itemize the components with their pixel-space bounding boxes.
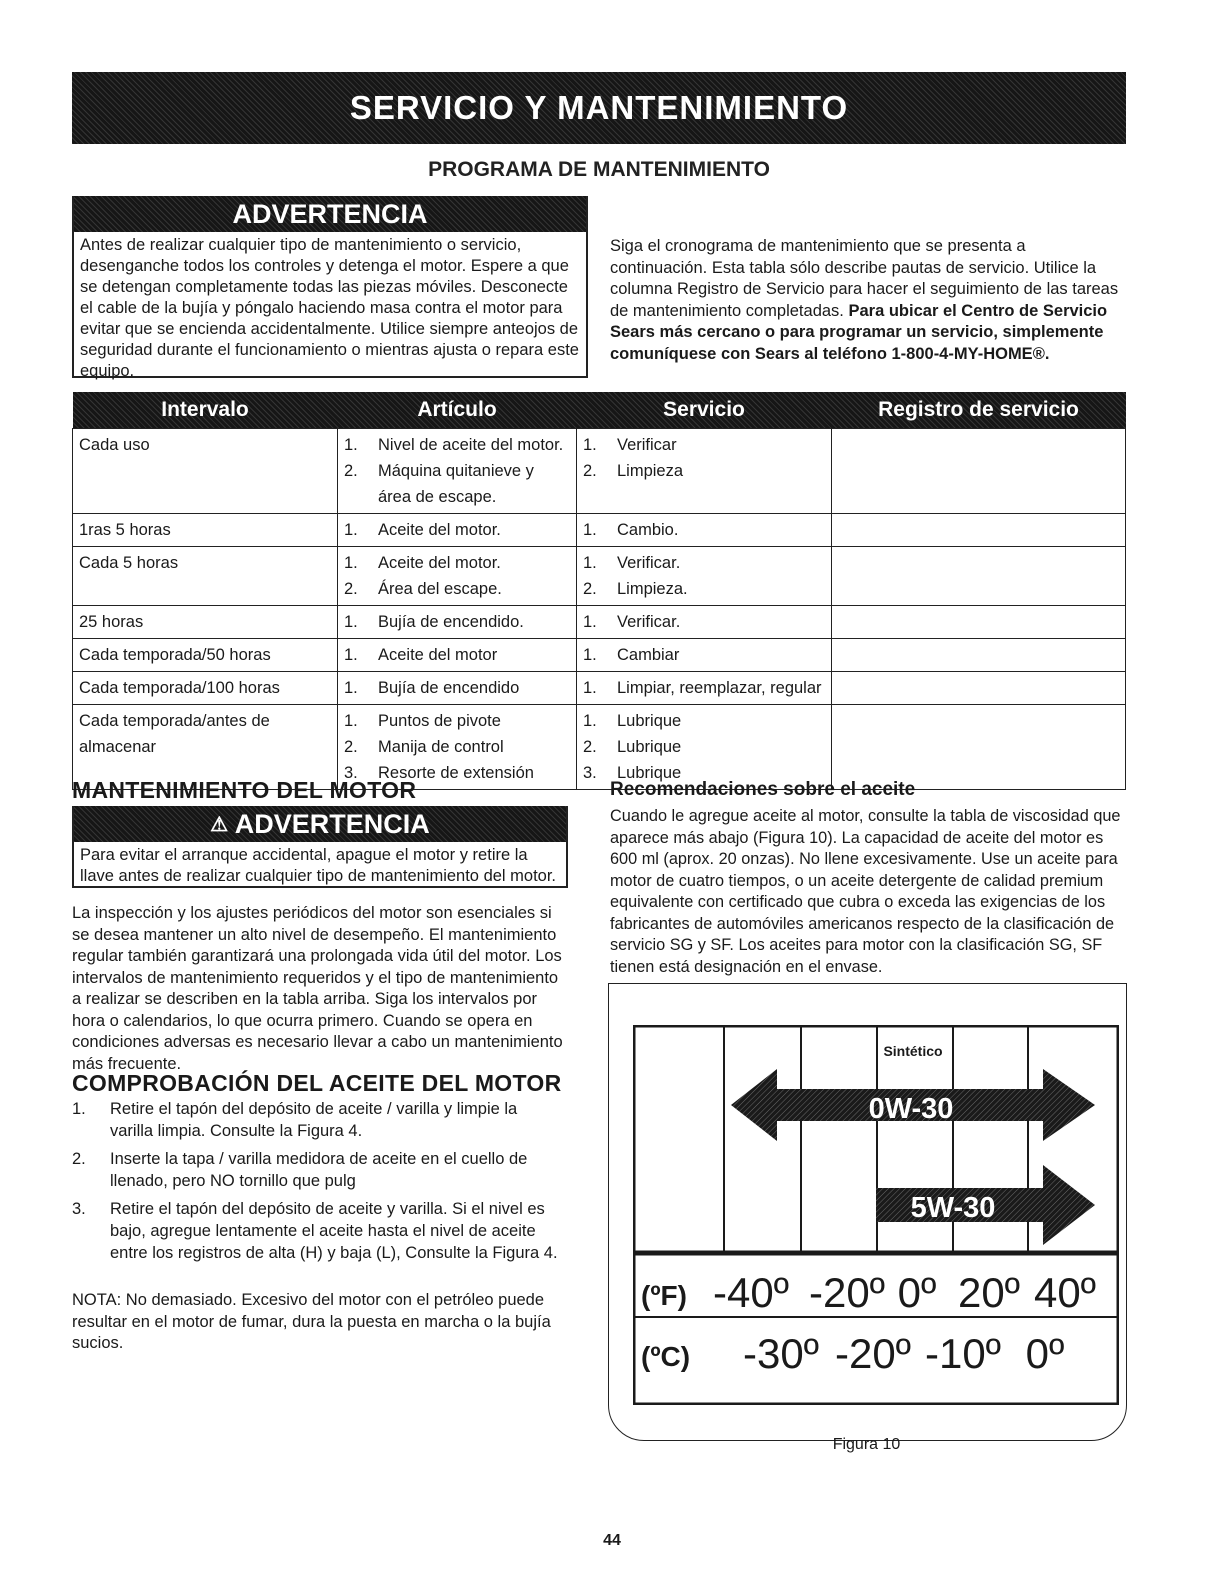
list-text: Verificar. [617, 613, 681, 631]
step-text: Retire el tapón del depósito de aceite y varilla. Si el nivel es bajo, agregue lentamente el aceite hasta el nivel de aceite entre los registros de alta (H) y baja (L), Consulte la Figura 4. [110, 1200, 558, 1262]
service-cell [577, 639, 832, 672]
viscosity-chart [633, 1025, 1119, 1405]
motor-warning-header [74, 806, 566, 842]
service-cell [577, 429, 832, 514]
step-number: 1. [72, 1100, 86, 1118]
list-item [344, 708, 570, 734]
list-number: 1. [344, 646, 358, 664]
list-number: 2. [344, 580, 358, 598]
item-cell [338, 429, 577, 514]
service-cell [577, 672, 832, 705]
list-number: 2. [344, 462, 358, 480]
warning-triangle-icon: ⚠ [210, 814, 229, 836]
step-text: Inserte la tapa / varilla medidora de aceite en el cuello de llenado, pero NO tornillo que pulg [110, 1150, 528, 1190]
list-text: Aceite del motor. [378, 554, 501, 572]
grade-0w30: 0W-30 [868, 1093, 954, 1125]
interval-cell: Cada temporada/100 horas [73, 672, 338, 705]
list-number: 1. [344, 679, 358, 697]
list-item [583, 609, 825, 635]
list-text: Limpiar, reemplazar, regular [617, 679, 822, 697]
oil-note: NOTA: No demasiado. Excesivo del motor con el petróleo puede resultar en el motor de fumar, dura la puesta en marcha o la bujía sucios. [72, 1291, 551, 1352]
list-text: Puntos de pivote [378, 712, 501, 730]
c-tick-label: -10º [924, 1330, 1002, 1377]
list-text: Bujía de encendido. [378, 613, 524, 631]
f-tick-label: 20º [957, 1269, 1021, 1316]
table-row [73, 606, 1126, 639]
motor-heading: MANTENIMIENTO DEL MOTOR [72, 777, 417, 803]
list-text: Limpieza [617, 462, 684, 480]
step-number: 3. [72, 1200, 86, 1218]
list-item [583, 642, 825, 668]
list-number: 1. [583, 554, 597, 572]
list-text: Verificar [617, 436, 677, 454]
service-cell [577, 514, 832, 547]
list-item [344, 432, 570, 458]
table-row [73, 672, 1126, 705]
step-number: 2. [72, 1150, 86, 1168]
warning-box-motor [72, 806, 568, 888]
list-number: 1. [583, 712, 597, 730]
header-intervalo: Intervalo [161, 398, 249, 421]
motor-warning-text: Para evitar el arranque accidental, apague el motor y retire la llave antes de realizar cualquier tipo de mantenimiento del motor. [80, 846, 557, 885]
table-row [73, 429, 1126, 514]
list-number: 1. [344, 436, 358, 454]
table-row [73, 514, 1126, 547]
f-tick-label: 0º [897, 1269, 937, 1316]
interval-cell: Cada temporada/antes de almacenar [73, 705, 338, 790]
service-record-cell[interactable] [832, 606, 1126, 639]
c-tick-label: 0º [1025, 1330, 1065, 1377]
list-number: 1. [344, 613, 358, 631]
list-item [583, 432, 825, 458]
page-subtitle: PROGRAMA DE MANTENIMIENTO [428, 158, 770, 181]
intro-text: Siga el cronograma de mantenimiento que se presenta a continuación. Esta tabla sólo describe pautas de servicio. Utilice la columna Registro de Servicio para hacer el seguimiento de las tareas de mantenimiento completadas. [610, 237, 1119, 320]
list-item [344, 642, 570, 668]
service-record-cell[interactable] [832, 547, 1126, 606]
list-text: Área del escape. [378, 580, 502, 598]
list-number: 1. [583, 679, 597, 697]
list-item [583, 458, 825, 484]
oil-rec-heading: Recomendaciones sobre el aceite [610, 779, 916, 800]
service-cell [577, 606, 832, 639]
motor-warning-title: ADVERTENCIA [234, 809, 430, 839]
list-number: 1. [583, 613, 597, 631]
header-articulo: Artículo [417, 398, 497, 421]
header-registro: Registro de servicio [878, 398, 1079, 421]
list-text: Resorte de extensión [378, 764, 534, 782]
list-number: 1. [344, 554, 358, 572]
list-number: 1. [583, 646, 597, 664]
figure-caption: Figura 10 [832, 1436, 901, 1453]
schedule-intro [610, 236, 1126, 365]
list-item [583, 517, 825, 543]
table-body [73, 429, 1126, 790]
list-number: 1. [344, 521, 358, 539]
list-number: 1. [344, 712, 358, 730]
list-text: Aceite del motor. [378, 521, 501, 539]
list-item [344, 550, 570, 576]
section-banner: SERVICIO Y MANTENIMIENTO [72, 72, 1126, 144]
service-record-cell[interactable] [832, 514, 1126, 547]
warning-text: Antes de realizar cualquier tipo de mantenimiento o servicio, desenganche todos los controles y detenga el motor. Espere a que se detengan completamente todas las piezas móviles. Desconecte el cable de la bujía y póngalo haciendo masa contra el motor para evitar que se encienda accidentalmente. Utilice siempre anteojos de seguridad durante el funcionamiento o mientras ajusta o repara este equipo. [80, 236, 579, 380]
c-tick-label: -20º [834, 1330, 912, 1377]
grade-5w30: 5W-30 [910, 1192, 996, 1224]
page-number: 44 [603, 1532, 621, 1549]
interval-cell: Cada 5 horas [73, 547, 338, 606]
list-item [344, 675, 570, 701]
list-number: 1. [583, 436, 597, 454]
list-item [344, 576, 570, 602]
list-text: Cambiar [617, 646, 680, 664]
list-item [344, 458, 570, 510]
list-number: 1. [583, 521, 597, 539]
table-row [73, 639, 1126, 672]
list-number: 3. [583, 764, 597, 782]
oil-check-steps [72, 1098, 562, 1270]
item-cell [338, 606, 577, 639]
interval-cell: Cada temporada/50 horas [73, 639, 338, 672]
item-cell [338, 514, 577, 547]
maintenance-table [72, 392, 1126, 790]
oil-rec-text: Cuando le agregue aceite al motor, consulte la tabla de viscosidad que aparece más abajo (Figura 10). La capacidad de aceite del motor es 600 ml (aprox. 20 onzas). No llene excesivamente. Use un aceite para motor de cuatro tiempos, o un aceite detergente de calidad premium equivalente con certificado que cubra o exceda las exigencias de los fabricantes de automóviles americanos respecto de la clasificación de servicio SG y SF. Los aceites para motor con la clasificación SG, SF tienen está designación en el envase. [610, 807, 1121, 976]
f-tick-label: -40º [712, 1269, 790, 1316]
list-item [583, 675, 825, 701]
list-text: Lubrique [617, 764, 682, 782]
list-text: Aceite del motor [378, 646, 498, 664]
list-text: Limpieza. [617, 580, 688, 598]
step-item [72, 1098, 562, 1142]
warning-title: ADVERTENCIA [74, 196, 586, 232]
table-row [73, 547, 1126, 606]
item-cell [338, 672, 577, 705]
step-item [72, 1198, 562, 1264]
list-item [583, 708, 825, 734]
list-item [344, 734, 570, 760]
list-item [583, 576, 825, 602]
list-item [583, 550, 825, 576]
service-record-cell[interactable] [832, 639, 1126, 672]
list-number: 2. [583, 738, 597, 756]
service-record-cell[interactable] [832, 672, 1126, 705]
oil-check-heading: COMPROBACIÓN DEL ACEITE DEL MOTOR [72, 1070, 562, 1096]
list-text: Manija de control [378, 738, 504, 756]
step-item [72, 1148, 562, 1192]
interval-cell: Cada uso [73, 429, 338, 514]
service-record-cell[interactable] [832, 429, 1126, 514]
interval-cell: 25 horas [73, 606, 338, 639]
list-number: 3. [344, 764, 358, 782]
list-text: Nivel de aceite del motor. [378, 436, 564, 454]
service-record-cell[interactable] [832, 705, 1126, 790]
c-tick-label: -30º [742, 1330, 820, 1377]
interval-cell: 1ras 5 horas [73, 514, 338, 547]
list-item [583, 734, 825, 760]
motor-paragraph: La inspección y los ajustes periódicos del motor son esenciales si se desea mantener un alto nivel de desempeño. El mantenimiento regular también garantizará una prolongada vida útil del motor. Los intervalos de mantenimiento requeridos y el tipo de mantenimiento a realizar se describen en la tabla arriba. Siga los intervalos por hora o calendarios, lo que ocurra primero. Cuando se opera en condiciones adversas es necesario llevar a cabo un mantenimiento más frecuente. [72, 904, 563, 1073]
table-header-row [73, 392, 1126, 429]
list-text: Lubrique [617, 712, 682, 730]
list-text: Verificar. [617, 554, 681, 572]
list-number: 2. [344, 738, 358, 756]
list-number: 2. [583, 462, 597, 480]
list-text: Lubrique [617, 738, 682, 756]
list-text: Cambio. [617, 521, 679, 539]
synthetic-label: Sintético [883, 1043, 943, 1059]
f-tick-label: -20º [808, 1269, 886, 1316]
list-item [344, 609, 570, 635]
list-text: Máquina quitanieve y área de escape. [378, 462, 534, 506]
service-cell [577, 705, 832, 790]
list-item [344, 517, 570, 543]
service-cell [577, 547, 832, 606]
step-text: Retire el tapón del depósito de aceite / varilla y limpie la varilla limpia. Consulte la Figura 4. [110, 1100, 518, 1140]
intro-bold-text: Para ubicar el Centro de Servicio Sears más cercano o para programar un servicio, simplemente comuníquese con Sears al teléfono 1-800-4-MY-HOME®. [610, 301, 1108, 363]
celsius-unit: (ºC) [641, 1341, 691, 1372]
header-servicio: Servicio [663, 398, 745, 421]
f-tick-label: 40º [1033, 1269, 1097, 1316]
fahrenheit-unit: (ºF) [641, 1280, 687, 1311]
item-cell [338, 547, 577, 606]
warning-box-maintenance [72, 196, 588, 378]
list-number: 2. [583, 580, 597, 598]
item-cell [338, 639, 577, 672]
list-text: Bujía de encendido [378, 679, 520, 697]
